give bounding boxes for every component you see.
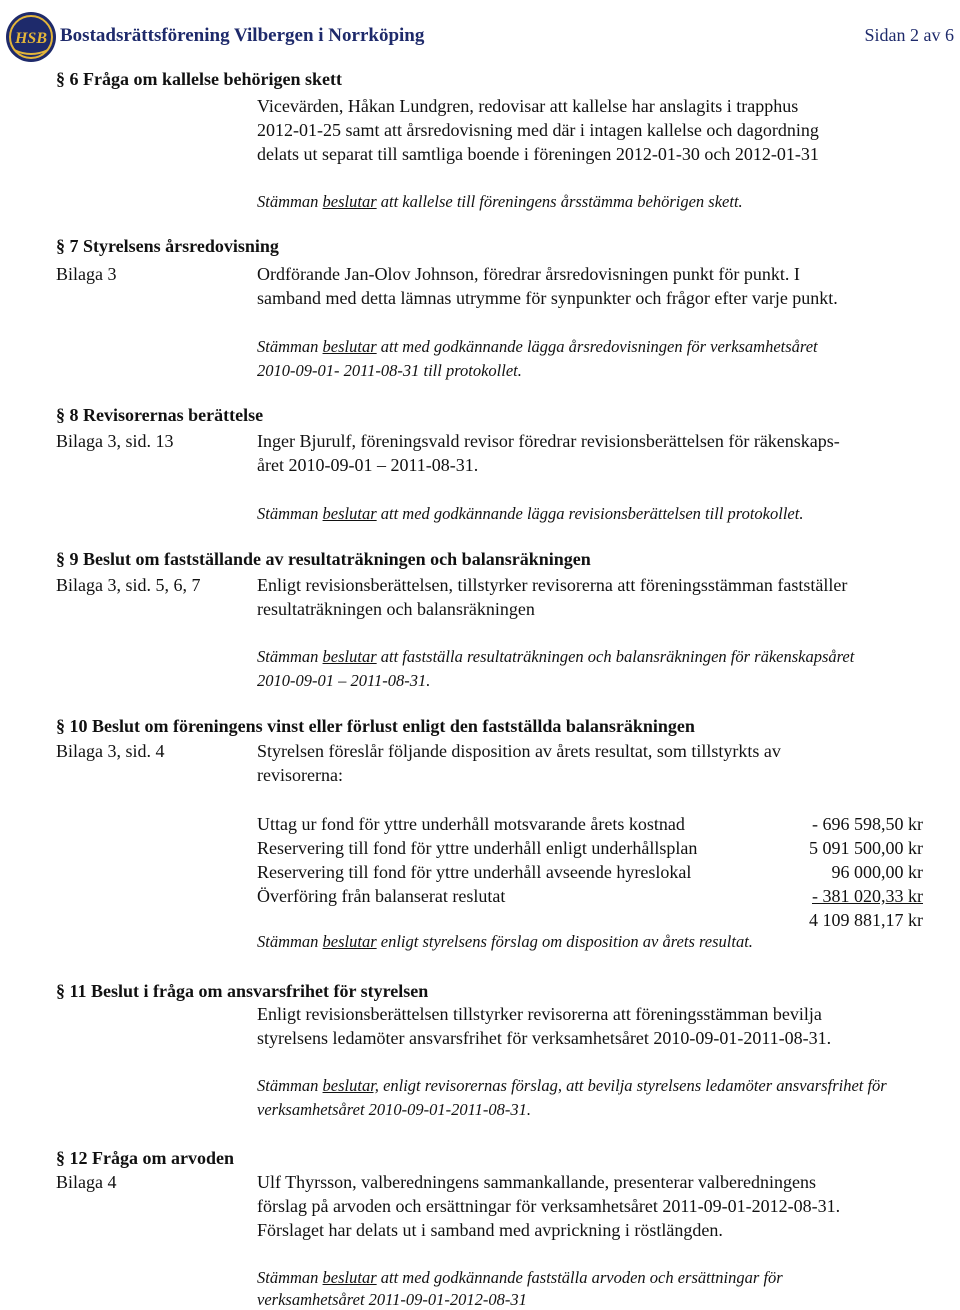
section-12-line: Ulf Thyrsson, valberedningens sammankallande, presenterar valberedningens [257, 1172, 816, 1192]
decision-keyword: beslutar [322, 192, 377, 211]
table-row [257, 812, 923, 836]
section-7-attachment: Bilaga 3 [56, 264, 117, 284]
paragraph-sign: § [56, 981, 65, 1001]
section-7-line: samband med detta lämnas utrymme för synpunkter och frågor efter varje punkt. [257, 288, 838, 308]
section-9-heading [56, 549, 591, 570]
section-10-line: Styrelsen föreslår följande disposition av årets resultat, som tillstyrkts av [257, 741, 781, 761]
paragraph-sign: § [56, 236, 65, 256]
section-title: 7 Styrelsens årsredovisning [69, 236, 279, 256]
section-6-line: 2012-01-25 samt att årsredovisning med där i intagen kallelse och dagordning [257, 120, 819, 140]
decision-keyword: beslutar [322, 504, 377, 523]
section-7-decision: Stämman beslutar att med godkännande lägga årsredovisningen för verksamhetsåret [257, 337, 818, 356]
section-title: 11 Beslut i fråga om ansvarsfrihet för styrelsen [69, 981, 429, 1001]
total-amount: 4 109 881,17 kr [809, 910, 923, 930]
section-8-line: Inger Bjurulf, föreningsvald revisor föredrar revisionsberättelsen för räkenskaps- [257, 431, 840, 451]
section-6-decision: Stämman beslutar att kallelse till föreningens årsstämma behörigen skett. [257, 192, 743, 211]
section-11-decision: Stämman beslutar, enligt revisorernas förslag, att bevilja styrelsens ledamöter ansvarsfrihet för [257, 1076, 887, 1095]
section-10-attachment: Bilaga 3, sid. 4 [56, 741, 165, 761]
section-title: 8 Revisorernas berättelse [69, 405, 264, 425]
decision-keyword: beslutar [322, 932, 377, 951]
section-12-heading [56, 1148, 234, 1169]
section-8-decision: Stämman beslutar att med godkännande lägga revisionsberättelsen till protokollet. [257, 504, 804, 523]
section-10-decision: Stämman beslutar enligt styrelsens förslag om disposition av årets resultat. [257, 932, 753, 951]
section-title: 9 Beslut om fastställande av resultaträkningen och balansräkningen [69, 549, 591, 569]
row-label: Reservering till fond för yttre underhåll avseende hyreslokal [257, 862, 692, 882]
decision-keyword: beslutar, [322, 1076, 379, 1095]
section-9-decision: Stämman beslutar att fastställa resultaträkningen och balansräkningen för räkenskapsåret [257, 647, 855, 666]
organization-name: Bostadsrättsförening Vilbergen i Norrköping [60, 25, 425, 46]
section-10-line: revisorerna: [257, 765, 343, 785]
paragraph-sign: § [56, 1148, 65, 1168]
section-7-heading [56, 236, 279, 257]
row-label: Uttag ur fond för yttre underhåll motsvarande årets kostnad [257, 814, 685, 834]
section-title: 6 Fråga om kallelse behörigen skett [69, 69, 342, 89]
section-7-decision-line: 2010-09-01- 2011-08-31 till protokollet. [257, 361, 522, 380]
section-7-line: Ordförande Jan-Olov Johnson, föredrar årsredovisningen punkt för punkt. I [257, 264, 800, 284]
section-8-line: året 2010-09-01 – 2011-08-31. [257, 455, 479, 475]
section-11-line: Enligt revisionsberättelsen tillstyrker revisorerna att föreningsstämman bevilja [257, 1004, 822, 1024]
row-label: Reservering till fond för yttre underhåll enligt underhållsplan [257, 838, 698, 858]
section-6-line: delats ut separat till samtliga boende i föreningen 2012-01-30 och 2012-01-31 [257, 144, 819, 164]
section-title: 10 Beslut om föreningens vinst eller förlust enligt den fastställda balansräkningen [69, 716, 695, 736]
section-9-line: resultaträkningen och balansräkningen [257, 599, 535, 619]
svg-text:HSB: HSB [14, 30, 48, 47]
section-12-attachment: Bilaga 4 [56, 1172, 117, 1192]
section-11-heading [56, 981, 428, 1002]
row-amount: 5 091 500,00 kr [809, 838, 923, 858]
row-label: Överföring från balanserat reslutat [257, 886, 506, 906]
paragraph-sign: § [56, 69, 65, 89]
paragraph-sign: § [56, 405, 65, 425]
page-number: Sidan 2 av 6 [864, 25, 954, 45]
section-12-line: förslag på arvoden och ersättningar för verksamhetsåret 2011-09-01-2012-08-31. [257, 1196, 841, 1216]
section-8-heading [56, 405, 263, 426]
section-6-heading [56, 69, 342, 90]
section-12-decision: Stämman beslutar att med godkännande fastställa arvoden och ersättningar för [257, 1268, 783, 1287]
table-total-row [257, 908, 923, 932]
section-6-line: Vicevärden, Håkan Lundgren, redovisar att kallelse har anslagits i trapphus [257, 96, 799, 116]
hsb-logo-icon [4, 10, 58, 64]
section-12-decision-line: verksamhetsåret 2011-09-01-2012-08-31 [257, 1290, 527, 1309]
section-11-line: styrelsens ledamöter ansvarsfrihet för verksamhetsåret 2010-09-01-2011-08-31. [257, 1028, 832, 1048]
section-9-decision-line: 2010-09-01 – 2011-08-31. [257, 671, 431, 690]
section-9-attachment: Bilaga 3, sid. 5, 6, 7 [56, 575, 201, 595]
table-row [257, 884, 923, 908]
section-9-line: Enligt revisionsberättelsen, tillstyrker revisorerna att föreningsstämman fastställer [257, 575, 848, 595]
row-amount: - 696 598,50 kr [812, 814, 923, 834]
decision-keyword: beslutar [322, 337, 377, 356]
section-10-heading [56, 716, 695, 737]
table-row [257, 860, 923, 884]
decision-keyword: beslutar [322, 1268, 377, 1287]
paragraph-sign: § [56, 549, 65, 569]
decision-keyword: beslutar [322, 647, 377, 666]
disposition-table [257, 812, 923, 932]
row-amount: 96 000,00 kr [831, 862, 923, 882]
page-header [0, 0, 960, 72]
row-amount: - 381 020,33 kr [812, 886, 923, 906]
paragraph-sign: § [56, 716, 65, 736]
section-11-decision-line: verksamhetsåret 2010-09-01-2011-08-31. [257, 1100, 532, 1119]
section-title: 12 Fråga om arvoden [69, 1148, 234, 1168]
section-8-attachment: Bilaga 3, sid. 13 [56, 431, 174, 451]
table-row [257, 836, 923, 860]
section-12-line: Förslaget har delats ut i samband med avprickning i röstlängden. [257, 1220, 723, 1240]
